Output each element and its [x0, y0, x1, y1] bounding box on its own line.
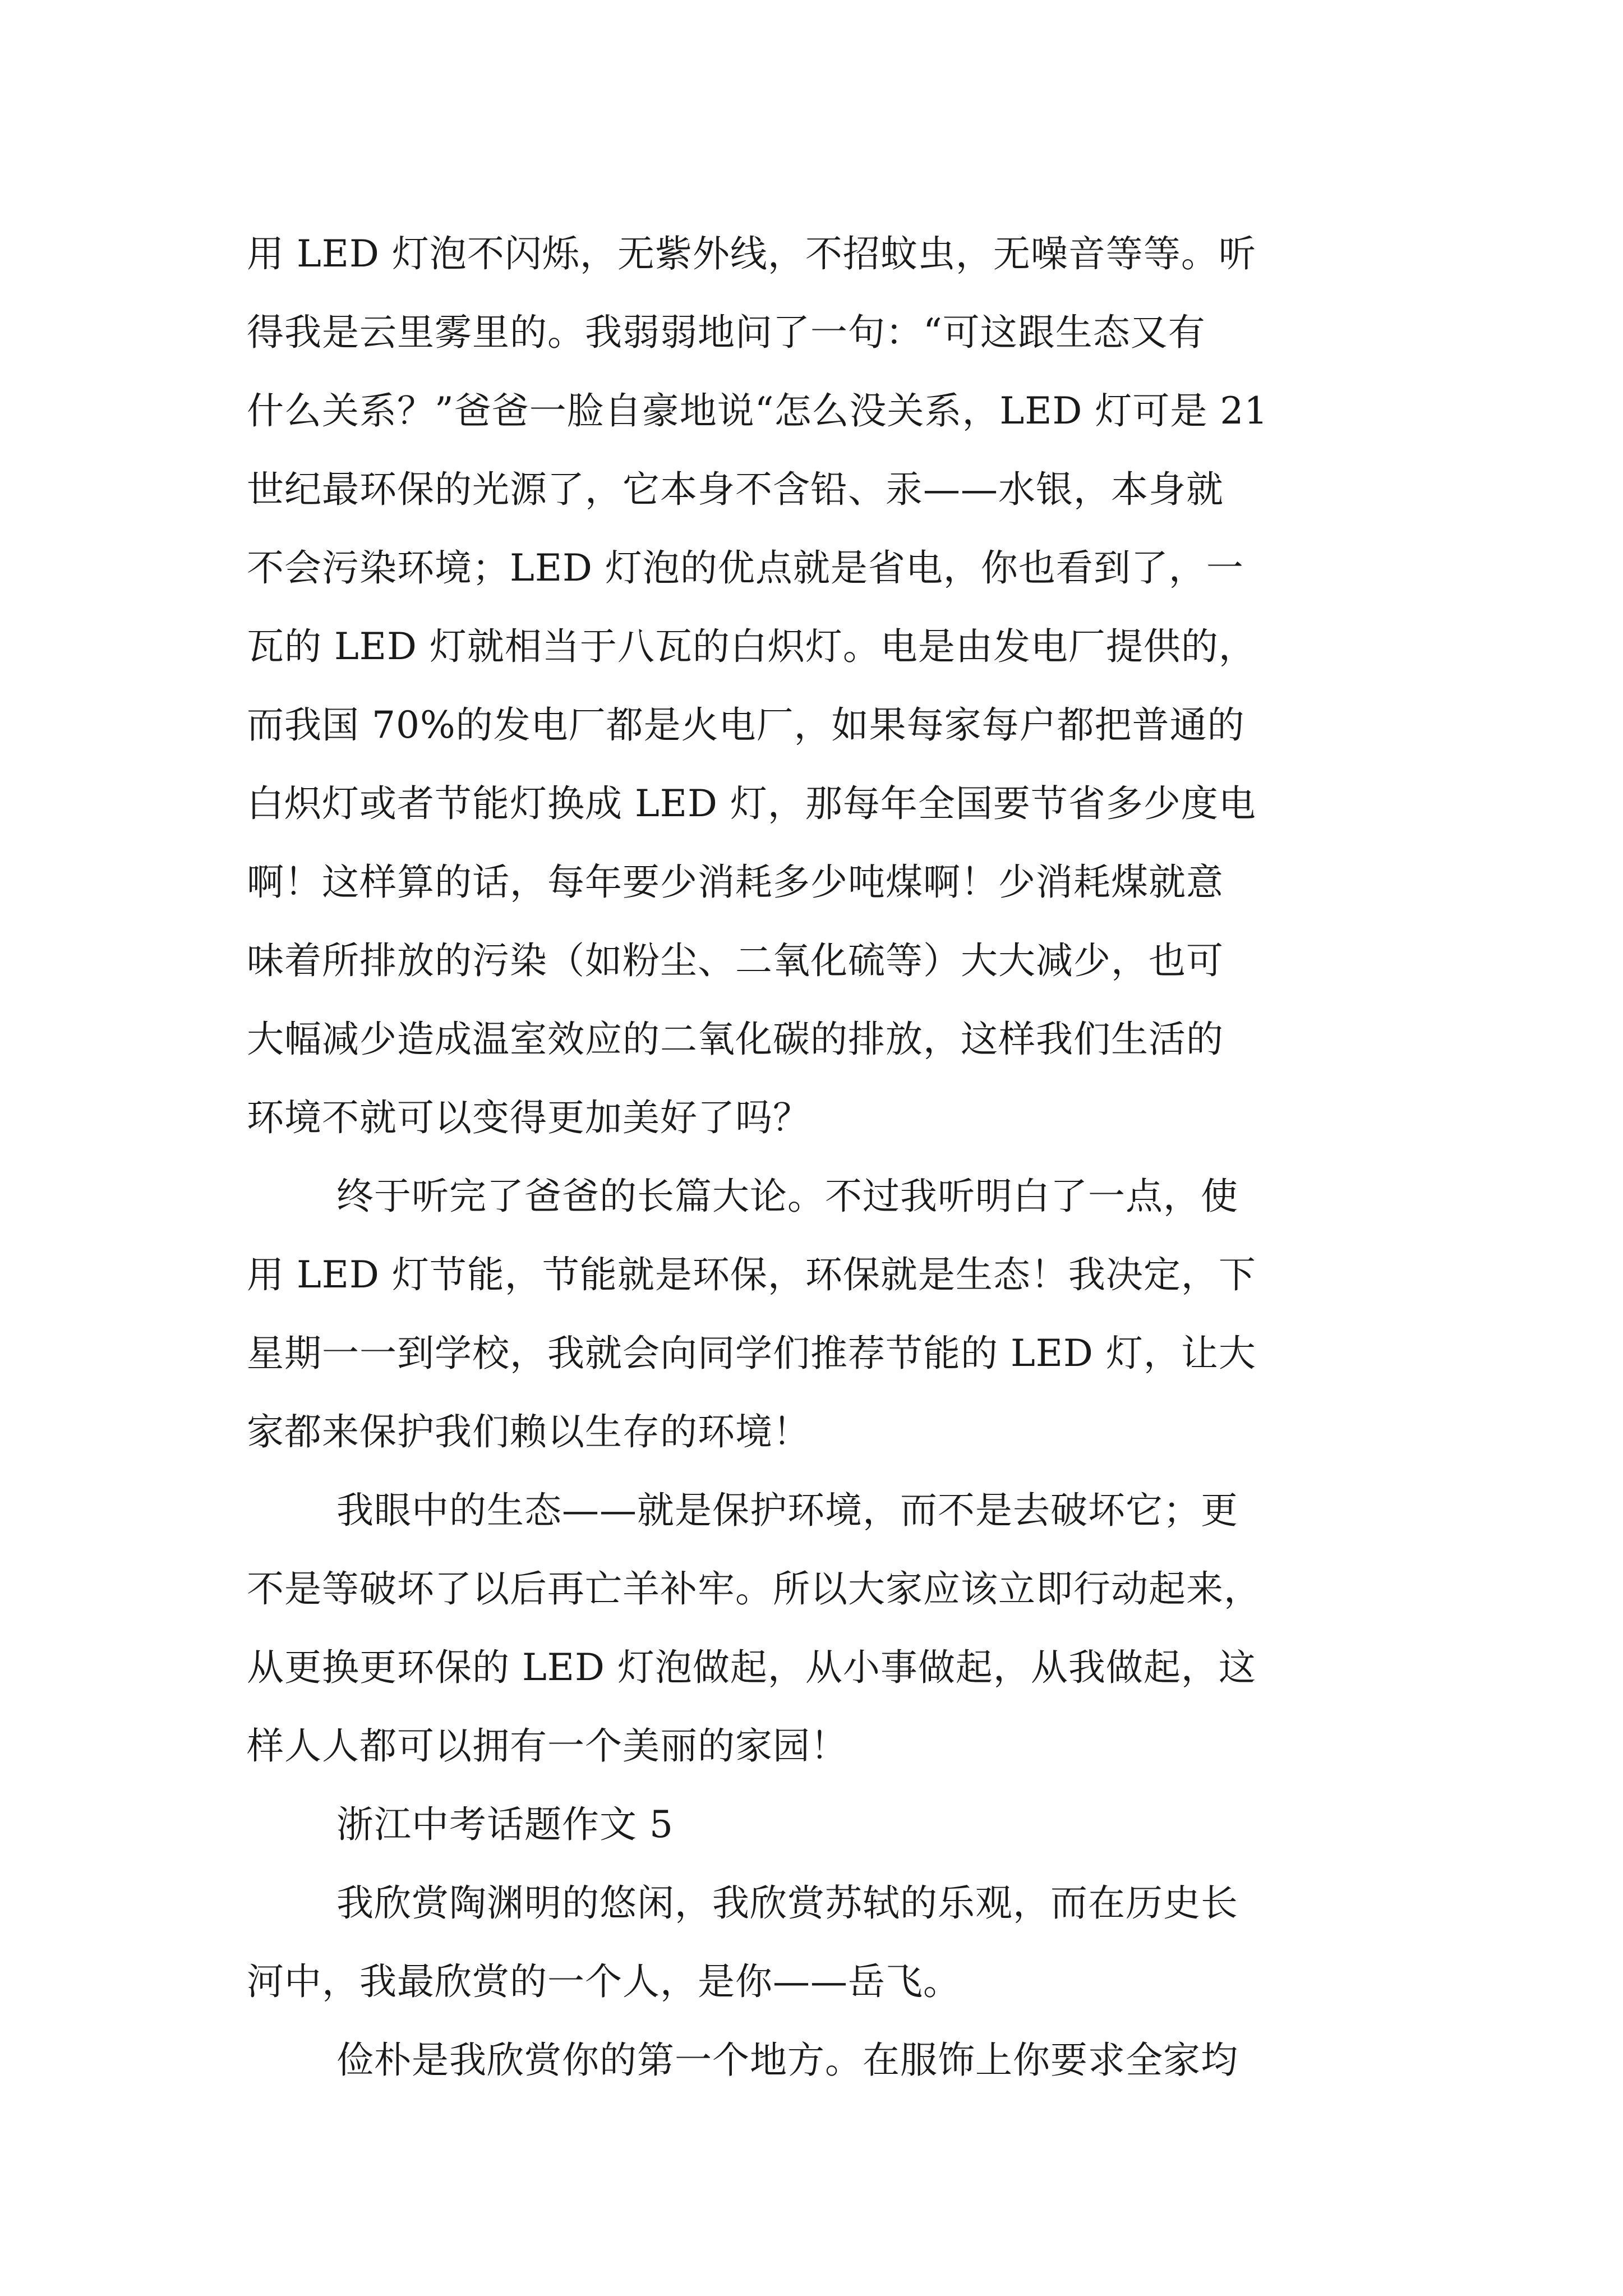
text-line: 味着所排放的污染（如粉尘、二氧化硫等）大大减少，也可 — [247, 939, 1224, 982]
text-line: 星期一一到学校，我就会向同学们推荐节能的 LED 灯，让大 — [247, 1332, 1256, 1375]
text-line: 家都来保护我们赖以生存的环境！ — [247, 1410, 810, 1453]
text-line: 河中，我最欣赏的一个人，是你——岳飞。 — [247, 1960, 961, 2003]
paragraph-start-line: 我眼中的生态——就是保护环境，而不是去破坏它；更 — [336, 1489, 1238, 1532]
paragraph-start-line: 俭朴是我欣赏你的第一个地方。在服饰上你要求全家均 — [336, 2039, 1238, 2082]
text-line: 环境不就可以变得更加美好了吗？ — [247, 1096, 810, 1139]
section-heading: 浙江中考话题作文 5 — [336, 1803, 674, 1846]
paragraph-start-line: 我欣赏陶渊明的悠闲，我欣赏苏轼的乐观，而在历史长 — [336, 1881, 1238, 1925]
paragraph-start-line: 终于听完了爸爸的长篇大论。不过我听明白了一点，使 — [336, 1175, 1238, 1218]
text-line: 什么关系？”爸爸一脸自豪地说“怎么没关系，LED 灯可是 21 — [247, 389, 1269, 432]
text-line: 啊！这样算的话，每年要少消耗多少吨煤啊！少消耗煤就意 — [247, 861, 1224, 904]
text-line: 大幅减少造成温室效应的二氧化碳的排放，这样我们生活的 — [247, 1018, 1224, 1061]
text-line: 而我国 70%的发电厂都是火电厂，如果每家每户都把普通的 — [247, 703, 1245, 747]
text-line: 世纪最环保的光源了，它本身不含铅、汞——水银，本身就 — [247, 468, 1224, 511]
text-line: 用 LED 灯泡不闪烁，无紫外线，不招蚊虫，无噪音等等。听 — [247, 232, 1256, 275]
text-line: 样人人都可以拥有一个美丽的家园！ — [247, 1724, 848, 1768]
text-line: 不是等破坏了以后再亡羊补牢。所以大家应该立即行动起来， — [247, 1567, 1261, 1611]
text-line: 瓦的 LED 灯就相当于八瓦的白炽灯。电是由发电厂提供的， — [247, 625, 1256, 668]
text-line: 用 LED 灯节能，节能就是环保，环保就是生态！我决定，下 — [247, 1253, 1256, 1296]
text-line: 从更换更环保的 LED 灯泡做起，从小事做起，从我做起，这 — [247, 1646, 1256, 1689]
text-line: 不会污染环境；LED 灯泡的优点就是省电，你也看到了，一 — [247, 546, 1244, 590]
text-line: 白炽灯或者节能灯换成 LED 灯，那每年全国要节省多少度电 — [247, 782, 1256, 825]
text-line: 得我是云里雾里的。我弱弱地问了一句：“可这跟生态又有 — [247, 311, 1206, 354]
